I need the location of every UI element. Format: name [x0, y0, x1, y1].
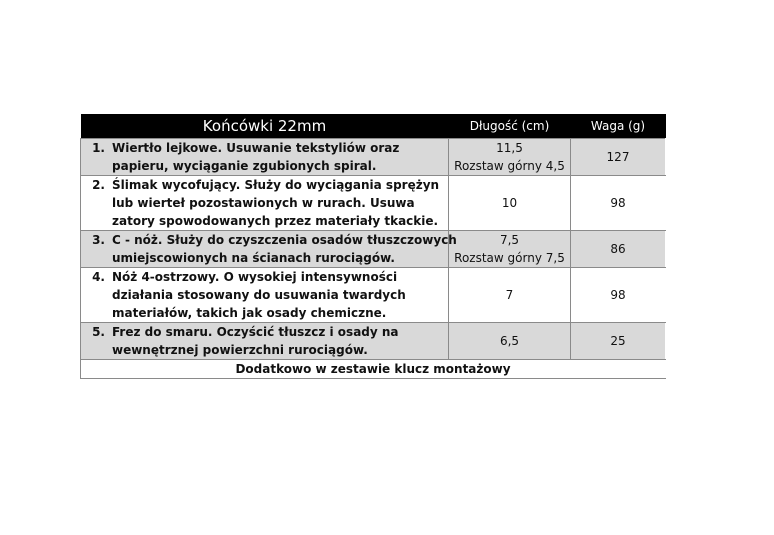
footer-note: Dodatkowo w zestawie klucz montażowy: [81, 360, 666, 379]
weight-cell: 25: [571, 323, 666, 360]
description-line: C - nóż. Służy do czyszczenia osadów tłuszczowych: [112, 233, 457, 247]
description-line: Frez do smaru. Oczyścić tłuszcz i osady na: [112, 325, 399, 339]
description-line: materiałów, takich jak osady chemiczne.: [112, 306, 387, 320]
column-header-length: Długość (cm): [449, 114, 571, 139]
table-row: [81, 323, 666, 360]
item-number: 3.: [92, 233, 105, 247]
description-line: zatory spowodowanych przez materiały tkackie.: [112, 214, 439, 228]
length-cell: [449, 323, 571, 360]
description-line: Nóż 4-ostrzowy. O wysokiej intensywności: [112, 270, 398, 284]
description-line: Wiertło lejkowe. Usuwanie tekstyliów oraz: [112, 141, 400, 155]
description-line: działania stosowany do usuwania twardych: [112, 288, 406, 302]
length-value: 7,5: [499, 233, 520, 247]
item-description: [81, 323, 449, 360]
weight-cell: 127: [571, 139, 666, 176]
item-description: [81, 139, 449, 176]
weight-cell: 98: [571, 176, 666, 231]
table-footer: [81, 360, 666, 379]
item-number: 5.: [92, 325, 105, 339]
table-row: [81, 139, 666, 176]
description-line: lub wierteł pozostawionych w rurach. Usuwa: [112, 196, 415, 210]
length-value: 6,5: [499, 334, 520, 348]
item-number: 1.: [92, 141, 105, 155]
length-cell: [449, 139, 571, 176]
length-value: 7: [505, 288, 514, 302]
table-row: [81, 268, 666, 323]
length-note: Rozstaw górny 7,5: [454, 251, 565, 265]
column-header-weight: Waga (g): [571, 114, 666, 139]
item-number: 2.: [92, 178, 105, 192]
length-value: 11,5: [496, 141, 523, 155]
description-line: Ślimak wycofujący. Służy do wyciągania sprężyn: [112, 178, 440, 192]
description-line: wewnętrznej powierzchni rurociągów.: [112, 343, 368, 357]
table-header: [81, 114, 666, 139]
item-description: [81, 268, 449, 323]
table-title: Końcówki 22mm: [81, 114, 449, 139]
item-description: [81, 176, 449, 231]
length-cell: [449, 268, 571, 323]
description-line: umiejscowionych na ścianach rurociągów.: [112, 251, 395, 265]
length-note: Rozstaw górny 4,5: [454, 159, 565, 173]
table-row: [81, 231, 666, 268]
length-cell: [449, 231, 571, 268]
product-table: [80, 114, 666, 379]
weight-cell: 98: [571, 268, 666, 323]
table-row: [81, 176, 666, 231]
length-cell: [449, 176, 571, 231]
item-description: [81, 231, 457, 268]
weight-cell: 86: [571, 231, 666, 268]
length-value: 10: [501, 196, 518, 210]
item-number: 4.: [92, 270, 105, 284]
description-line: papieru, wyciąganie zgubionych spiral.: [112, 159, 377, 173]
